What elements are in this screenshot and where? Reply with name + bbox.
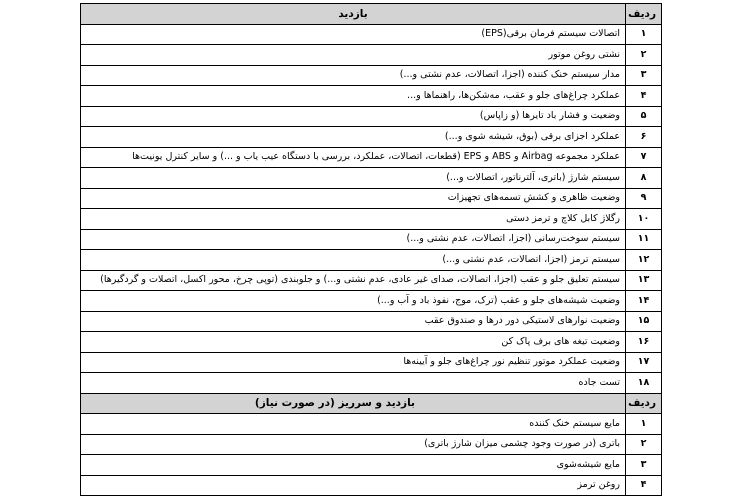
table-row — [81, 127, 662, 148]
row-number: ۱۴ — [626, 291, 662, 312]
row-item-text: مدار سیستم خنک کننده (اجزا، اتصالات، عدم نشتی و...) — [81, 65, 626, 86]
row-item-text: عملکرد اجزای برقی (بوق، شیشه شوی و...) — [81, 127, 626, 148]
table-row — [81, 434, 662, 455]
table-row — [81, 86, 662, 107]
row-number: ۳ — [626, 455, 662, 476]
row-item-text: سیستم ترمز (اجزا، اتصالات، عدم نشتی و...) — [81, 250, 626, 271]
table-row — [81, 270, 662, 291]
row-item-text: وضعیت عملکرد موتور تنظیم نور چراغ‌های جلو و آیینه‌ها — [81, 352, 626, 373]
table-row — [81, 229, 662, 250]
row-item-text: وضعیت نوارهای لاستیکی دور درها و صندوق عقب — [81, 311, 626, 332]
row-number: ۸ — [626, 168, 662, 189]
row-item-text: عملکرد چراغ‌های جلو و عقب، مه‌شکن‌ها، راهنماها و... — [81, 86, 626, 107]
row-item-text: روغن ترمز — [81, 475, 626, 496]
row-item-text: عملکرد مجموعه Airbag و ABS و EPS (قطعات، اتصالات، عملکرد، بررسی با دستگاه عیب یاب و ...) و سایر کنترل یونیت‌ها — [81, 147, 626, 168]
row-item-text: وضعیت ظاهری و کشش تسمه‌های تجهیزات — [81, 188, 626, 209]
table-row — [81, 188, 662, 209]
row-number: ۹ — [626, 188, 662, 209]
table-row — [81, 352, 662, 373]
row-number: ۱۶ — [626, 332, 662, 353]
row-number: ۱۱ — [626, 229, 662, 250]
row-number: ۱۲ — [626, 250, 662, 271]
row-number: ۱۵ — [626, 311, 662, 332]
row-number: ۱۳ — [626, 270, 662, 291]
table-row — [81, 311, 662, 332]
header-col-inspection-refill: بازدید و سرریز (در صورت نیاز) — [81, 393, 626, 414]
table-row — [81, 147, 662, 168]
table-row — [81, 250, 662, 271]
row-item-text: سیستم سوخت‌رسانی (اجزا، اتصالات، عدم نشتی و...) — [81, 229, 626, 250]
row-item-text: وضعیت تیغه های برف پاک کن — [81, 332, 626, 353]
table-row — [81, 65, 662, 86]
table-row — [81, 455, 662, 476]
section2-header-row — [81, 393, 662, 414]
row-item-text: وضعیت و فشار باد تایرها (و زاپاس) — [81, 106, 626, 127]
header-col-inspection: بازدید — [81, 4, 626, 25]
row-number: ۲ — [626, 434, 662, 455]
row-item-text: نشتی روغن موتور — [81, 45, 626, 66]
row-number: ۱ — [626, 24, 662, 45]
inspection-checklist-table — [80, 3, 662, 496]
table-row — [81, 24, 662, 45]
row-number: ۱۰ — [626, 209, 662, 230]
row-number: ۳ — [626, 65, 662, 86]
row-number: ۱ — [626, 414, 662, 435]
header-col-row-number: ردیف — [626, 4, 662, 25]
row-number: ۶ — [626, 127, 662, 148]
row-number: ۴ — [626, 86, 662, 107]
row-item-text: وضعیت شیشه‌های جلو و عقب (ترک، موج، نفوذ باد و آب و...) — [81, 291, 626, 312]
table-row — [81, 332, 662, 353]
row-item-text: رگلاژ کابل کلاچ و ترمز دستی — [81, 209, 626, 230]
row-item-text: سیستم شارژ (باتری، آلترناتور، اتصالات و...) — [81, 168, 626, 189]
row-item-text: مایع سیستم خنک کننده — [81, 414, 626, 435]
table-row — [81, 414, 662, 435]
row-number: ۱۸ — [626, 373, 662, 394]
table-row — [81, 475, 662, 496]
row-item-text: اتصالات سیستم فرمان برقی(EPS) — [81, 24, 626, 45]
table-row — [81, 106, 662, 127]
row-item-text: باتری (در صورت وجود چشمی میزان شارژ باتری) — [81, 434, 626, 455]
row-number: ۷ — [626, 147, 662, 168]
table-row — [81, 209, 662, 230]
header-col-row-number: ردیف — [626, 393, 662, 414]
table-row — [81, 291, 662, 312]
row-number: ۲ — [626, 45, 662, 66]
table-row — [81, 373, 662, 394]
row-item-text: سیستم تعلیق جلو و عقب (اجزا، اتصالات، صدای غیر عادی، عدم نشتی و...) و جلوبندی (توپی چرخ، محور اکسل، اتصلات و گردگیرها) — [81, 270, 626, 291]
row-number: ۱۷ — [626, 352, 662, 373]
row-number: ۴ — [626, 475, 662, 496]
row-number: ۵ — [626, 106, 662, 127]
row-item-text: تست جاده — [81, 373, 626, 394]
section1-header-row — [81, 4, 662, 25]
row-item-text: مایع شیشه‌شوی — [81, 455, 626, 476]
table-row — [81, 45, 662, 66]
table-row — [81, 168, 662, 189]
